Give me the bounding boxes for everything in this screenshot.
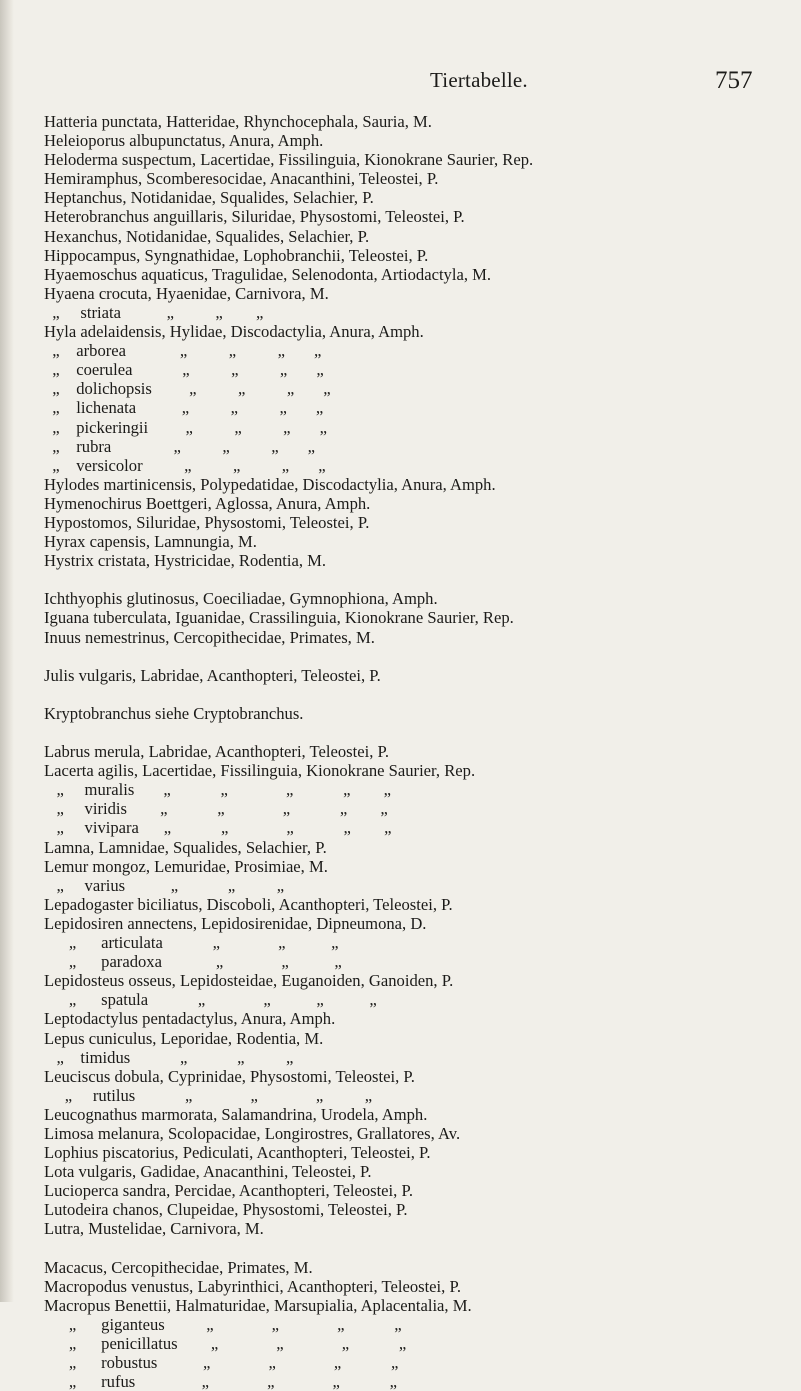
section-gap — [44, 723, 794, 742]
species-entry: Lophius piscatorius, Pediculati, Acanthopteri, Teleostei, P. — [44, 1143, 431, 1163]
section-gap — [44, 647, 794, 666]
species-entry: Limosa melanura, Scolopacidae, Longirostres, Grallatores, Av. — [44, 1123, 461, 1143]
species-entry: Lacerta agilis, Lacertidae, Fissilinguia, Kionokrane Saurier, Rep. — [44, 761, 476, 781]
species-entry: Hyaemoschus aquaticus, Tragulidae, Selenodonta, Artiodactyla, M. — [44, 264, 492, 284]
species-entry: „ lichenata „ „ „ „ — [44, 398, 324, 418]
species-entry: Heptanchus, Notidanidae, Squalides, Selachier, P. — [44, 188, 374, 208]
section-gap — [44, 1239, 794, 1258]
species-entry: Hippocampus, Syngnathidae, Lophobranchii, Teleostei, P. — [44, 245, 429, 265]
species-list — [44, 112, 794, 1391]
species-entry: „ arborea „ „ „ „ — [44, 341, 322, 361]
species-entry: Hylodes martinicensis, Polypedatidae, Discodactylia, Anura, Amph. — [44, 474, 496, 494]
species-entry: „ muralis „ „ „ „ „ — [44, 780, 392, 800]
species-entry: Inuus nemestrinus, Cercopithecidae, Primates, M. — [44, 627, 375, 647]
species-entry: Hyla adelaidensis, Hylidae, Discodactylia, Anura, Amph. — [44, 322, 424, 342]
species-entry: Lamna, Lamnidae, Squalides, Selachier, P. — [44, 837, 327, 857]
species-entry: Hexanchus, Notidanidae, Squalides, Selachier, P. — [44, 226, 370, 246]
species-entry: „ paradoxa „ „ „ — [44, 952, 342, 972]
species-entry: Heleioporus albupunctatus, Anura, Amph. — [44, 131, 324, 151]
species-entry: Lucioperca sandra, Percidae, Acanthopteri, Teleostei, P. — [44, 1181, 413, 1201]
species-entry: „ giganteus „ „ „ „ — [44, 1314, 402, 1334]
species-entry: Lota vulgaris, Gadidae, Anacanthini, Teleostei, P. — [44, 1162, 372, 1182]
running-title: Tiertabelle. — [430, 68, 528, 92]
species-entry: Hatteria punctata, Hatteridae, Rhynchocephala, Sauria, M. — [44, 112, 432, 131]
species-entry: Iguana tuberculata, Iguanidae, Crassilinguia, Kionokrane Saurier, Rep. — [44, 608, 514, 628]
species-entry: „ robustus „ „ „ „ — [44, 1353, 399, 1373]
species-entry: „ versicolor „ „ „ „ — [44, 455, 326, 475]
species-entry: Heloderma suspectum, Lacertidae, Fissilinguia, Kionokrane Saurier, Rep. — [44, 150, 534, 170]
species-entry: Leuciscus dobula, Cyprinidae, Physostomi, Teleostei, P. — [44, 1066, 415, 1086]
species-entry: Lepidosteus osseus, Lepidosteidae, Euganoiden, Ganoiden, P. — [44, 971, 454, 991]
species-entry: Lepidosiren annectens, Lepidosirenidae, Dipneumona, D. — [44, 913, 427, 933]
species-entry: „ rufus „ „ „ „ — [44, 1372, 398, 1391]
page-header — [0, 68, 801, 98]
species-entry: Lutodeira chanos, Clupeidae, Physostomi, Teleostei, P. — [44, 1200, 408, 1220]
species-entry: Hypostomos, Siluridae, Physostomi, Teleostei, P. — [44, 512, 370, 532]
species-entry: Lutra, Mustelidae, Carnivora, M. — [44, 1219, 264, 1239]
species-entry: Hyrax capensis, Lamnungia, M. — [44, 532, 257, 552]
species-entry: „ dolichopsis „ „ „ „ — [44, 379, 331, 399]
species-entry: Macropodus venustus, Labyrinthici, Acanthopteri, Teleostei, P. — [44, 1276, 461, 1296]
species-entry: „ viridis „ „ „ „ „ — [44, 799, 388, 819]
page-edge-shadow — [0, 0, 14, 1302]
species-entry: „ rubra „ „ „ „ — [44, 436, 315, 456]
species-entry: Kryptobranchus siehe Cryptobranchus. — [44, 703, 304, 723]
species-entry: Hymenochirus Boettgeri, Aglossa, Anura, Amph. — [44, 493, 371, 513]
species-entry: Leptodactylus pentadactylus, Anura, Amph. — [44, 1009, 336, 1029]
species-entry: Macacus, Cercopithecidae, Primates, M. — [44, 1257, 313, 1277]
species-entry: „ striata „ „ „ — [44, 302, 264, 322]
species-entry: Ichthyophis glutinosus, Coeciliadae, Gymnophiona, Amph. — [44, 589, 438, 609]
species-entry: „ spatula „ „ „ „ — [44, 990, 377, 1010]
species-entry: Julis vulgaris, Labridae, Acanthopteri, Teleostei, P. — [44, 665, 381, 685]
species-entry: „ pickeringii „ „ „ „ — [44, 417, 327, 437]
species-entry: Leucognathus marmorata, Salamandrina, Urodela, Amph. — [44, 1104, 428, 1124]
page-number: 757 — [715, 67, 753, 94]
section-gap — [44, 685, 794, 704]
species-entry: „ varius „ „ „ — [44, 875, 285, 895]
species-entry: „ rutilus „ „ „ „ — [44, 1085, 373, 1105]
species-entry: Macropus Benettii, Halmaturidae, Marsupialia, Aplacentalia, M. — [44, 1295, 472, 1315]
species-entry: Lemur mongoz, Lemuridae, Prosimiae, M. — [44, 856, 328, 876]
section-gap — [44, 570, 794, 589]
species-entry: „ articulata „ „ „ — [44, 933, 339, 953]
species-entry: „ vivipara „ „ „ „ „ — [44, 818, 392, 838]
species-entry: „ timidus „ „ „ — [44, 1047, 294, 1067]
species-entry: Labrus merula, Labridae, Acanthopteri, Teleostei, P. — [44, 742, 390, 762]
species-entry: Lepadogaster biciliatus, Discoboli, Acanthopteri, Teleostei, P. — [44, 894, 453, 914]
species-entry: Hyaena crocuta, Hyaenidae, Carnivora, M. — [44, 283, 329, 303]
species-entry: Hemiramphus, Scomberesocidae, Anacanthini, Teleostei, P. — [44, 169, 439, 189]
species-entry: „ coerulea „ „ „ „ — [44, 360, 324, 380]
species-entry: „ penicillatus „ „ „ „ — [44, 1334, 407, 1353]
species-entry: Lepus cuniculus, Leporidae, Rodentia, M. — [44, 1028, 324, 1048]
species-entry: Heterobranchus anguillaris, Siluridae, Physostomi, Teleostei, P. — [44, 207, 465, 227]
species-entry: Hystrix cristata, Hystricidae, Rodentia, M. — [44, 551, 327, 571]
